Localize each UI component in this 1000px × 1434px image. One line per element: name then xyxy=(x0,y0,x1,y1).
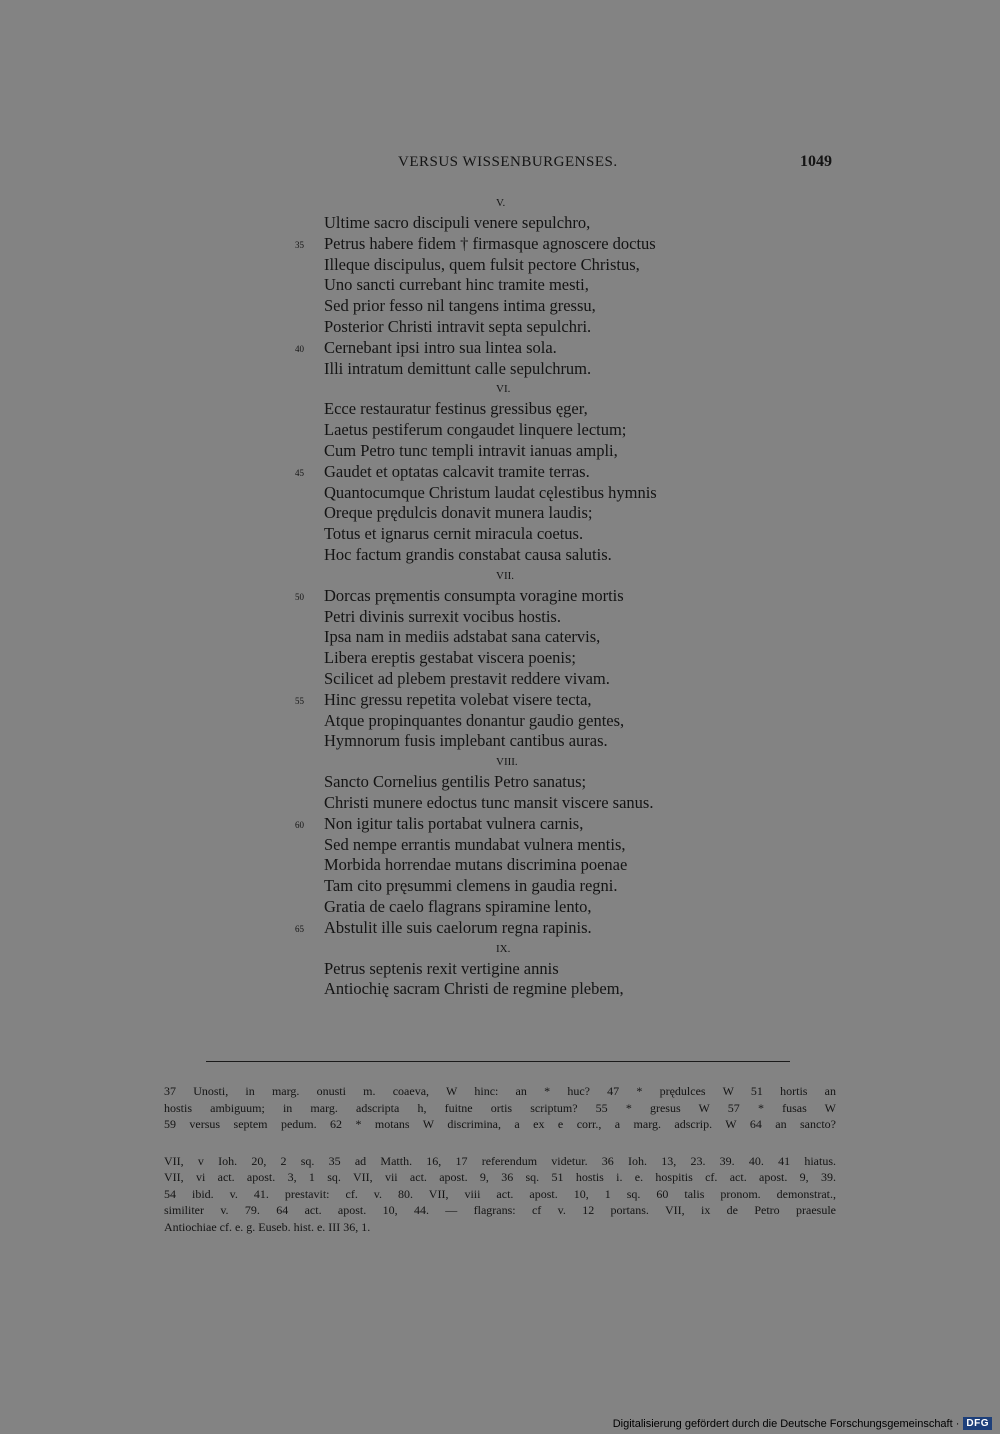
verse-line xyxy=(324,317,804,338)
verse-line xyxy=(324,359,804,380)
source-note-line: VII, v Ioh. 20, 2 sq. 35 ad Matth. 16, 17 referendum videtur. 36 Ioh. 13, 23. 39. 40. 41 hiatus. xyxy=(164,1153,836,1168)
verse-text: Illi intratum demittunt calle sepulchrum. xyxy=(324,358,592,378)
verse-line xyxy=(324,213,804,234)
line-number: 40 xyxy=(295,343,304,354)
verse-line xyxy=(324,772,804,793)
verse-text: Uno sancti currebant hinc tramite mesti, xyxy=(324,275,589,295)
source-note-line: 54 ibid. v. 41. prestavit: cf. v. 80. VII, viii act. apost. 10, 1 sq. 60 talis pronom. demonstrat., xyxy=(164,1186,836,1201)
verse-line xyxy=(324,420,804,441)
verse-text: Non igitur talis portabat vulnera carnis, xyxy=(324,813,584,833)
verse-line xyxy=(324,855,804,876)
verse-text: Petri divinis surrexit vocibus hostis. xyxy=(324,606,561,626)
verse-text: Sed nempe errantis mundabat vulnera mentis, xyxy=(324,834,626,854)
verse-text: Gratia de caelo flagrans spiramine lento, xyxy=(324,896,592,916)
verse-text: Ipsa nam in mediis adstabat sana catervis, xyxy=(324,627,601,647)
dfg-credit xyxy=(613,1417,992,1430)
verse-line xyxy=(324,441,804,462)
verse-line xyxy=(295,917,804,939)
line-number: 35 xyxy=(295,239,304,250)
footnote-rule xyxy=(206,1061,790,1062)
verse-text: Dorcas pręmentis consumpta voragine mortis xyxy=(324,585,624,605)
verse-text: Posterior Christi intravit septa sepulchri. xyxy=(324,316,592,336)
dfg-logo-icon: DFG xyxy=(963,1417,992,1430)
line-number: 45 xyxy=(295,467,304,478)
verse-line xyxy=(324,607,804,628)
critical-note-line: 59 versus septem pedum. 62 * motans W discrimina, a ex e corr., a marg. adscrip. W 64 an sancto? xyxy=(164,1117,836,1131)
verse-line xyxy=(324,731,804,752)
verse-text: Hinc gressu repetita volebat visere tecta, xyxy=(324,689,592,709)
verse-text: Morbida horrendae mutans discrimina poenae xyxy=(324,855,628,875)
verse-text: Christi munere edoctus tunc mansit viscere sanus. xyxy=(324,792,654,812)
verse-line xyxy=(324,979,804,1000)
line-number: 50 xyxy=(295,591,304,602)
running-title: VERSUS WISSENBURGENSES. xyxy=(398,154,618,170)
verse-line xyxy=(324,648,804,669)
verse-text: Quantocumque Christum laudat cęlestibus hymnis xyxy=(324,482,657,502)
verse-text: Antiochię sacram Christi de regmine plebem, xyxy=(324,979,624,999)
section-heading: V. xyxy=(496,197,506,209)
verse-text: Gaudet et optatas calcavit tramite terras. xyxy=(324,461,590,481)
verse-text: Cum Petro tunc templi intravit ianuas ampli, xyxy=(324,440,618,460)
verse-text: Sed prior fesso nil tangens intima gressu, xyxy=(324,296,596,316)
verse-line xyxy=(295,337,804,359)
verse-line xyxy=(324,524,804,545)
verse-text: Ultime sacro discipuli venere sepulchro, xyxy=(324,213,591,232)
verse-text: Petrus habere fidem † firmasque agnoscere doctus xyxy=(324,233,656,253)
verse-line xyxy=(324,897,804,918)
verse-text: Hymnorum fusis implebant cantibus auras. xyxy=(324,731,608,751)
section-heading: VIII. xyxy=(496,756,518,769)
verse-line xyxy=(324,503,804,524)
verse-text: Petrus septenis rexit vertigine annis xyxy=(324,958,559,978)
critical-note-line: hostis ambiguum; in marg. adscripta h, fuitne ortis scriptum? 55 * gresus W 57 * fusas W xyxy=(164,1100,836,1115)
verse-text: Laetus pestiferum congaudet linquere lectum; xyxy=(324,420,627,440)
verse-line xyxy=(324,835,804,856)
verse-text: Oreque prędulcis donavit munera laudis; xyxy=(324,503,593,523)
verse-line xyxy=(324,399,804,420)
verse-text: Illeque discipulus, quem fulsit pectore Christus, xyxy=(324,254,640,274)
section-heading: IX. xyxy=(496,942,511,955)
verse-line xyxy=(324,959,804,980)
poem-body xyxy=(295,193,804,1000)
verse-text: Sancto Cornelius gentilis Petro sanatus; xyxy=(324,772,587,792)
verse-line xyxy=(324,296,804,317)
verse-line xyxy=(324,255,804,276)
verse-line xyxy=(324,483,804,504)
verse-line xyxy=(295,585,804,607)
verse-line xyxy=(324,793,804,814)
line-number: 55 xyxy=(295,695,304,706)
verse-line xyxy=(324,876,804,897)
line-number: 60 xyxy=(295,819,304,830)
verse-text: Ecce restauratur festinus gressibus ęger, xyxy=(324,399,588,419)
verse-text: Tam cito pręsummi clemens in gaudia regni. xyxy=(324,876,618,896)
source-note-line: similiter v. 79. 64 act. apost. 10, 44. — flagrans: cf v. 12 portans. VII, ix de Petro praesule xyxy=(164,1203,836,1217)
section-heading: VII. xyxy=(496,569,515,582)
verse-line xyxy=(324,627,804,648)
verse-text: Atque propinquantes donantur gaudio gentes, xyxy=(324,710,625,730)
verse-line xyxy=(295,233,804,255)
page-number: 1049 xyxy=(800,153,832,170)
verse-line xyxy=(295,813,804,835)
verse-line xyxy=(295,461,804,483)
verse-line xyxy=(324,275,804,296)
section-heading: VI. xyxy=(496,383,511,396)
credit-text: Digitalisierung gefördert durch die Deutsche Forschungsgemeinschaft · xyxy=(612,1417,960,1430)
verse-line xyxy=(324,545,804,566)
verse-text: Libera ereptis gestabat viscera poenis; xyxy=(324,648,576,668)
verse-text: Abstulit ille suis caelorum regna rapinis. xyxy=(324,917,592,937)
verse-text: Hoc factum grandis constabat causa salutis. xyxy=(324,544,612,564)
line-number: 65 xyxy=(295,923,304,934)
verse-text: Scilicet ad plebem prestavit reddere vivam. xyxy=(324,668,610,688)
source-note-line: VII, vi act. apost. 3, 1 sq. VII, vii act. apost. 9, 36 sq. 51 hostis i. e. hospitis cf. act. apost. 9, 39. xyxy=(164,1170,836,1184)
verse-line xyxy=(324,711,804,732)
verse-line xyxy=(324,669,804,690)
verse-text: Totus et ignarus cernit miracula coetus. xyxy=(324,524,584,544)
critical-note-line: 37 Unosti, in marg. onusti m. coaeva, W hinc: an * huc? 47 * prędulces W 51 hortis an xyxy=(164,1084,836,1098)
source-note-line: Antiochiae cf. e. g. Euseb. hist. e. III 36, 1. xyxy=(164,1219,371,1234)
footnotes xyxy=(164,1083,836,1235)
verse-text: Cernebant ipsi intro sua lintea sola. xyxy=(324,337,557,357)
verse-line xyxy=(295,689,804,711)
footnote-gap xyxy=(164,1133,836,1153)
